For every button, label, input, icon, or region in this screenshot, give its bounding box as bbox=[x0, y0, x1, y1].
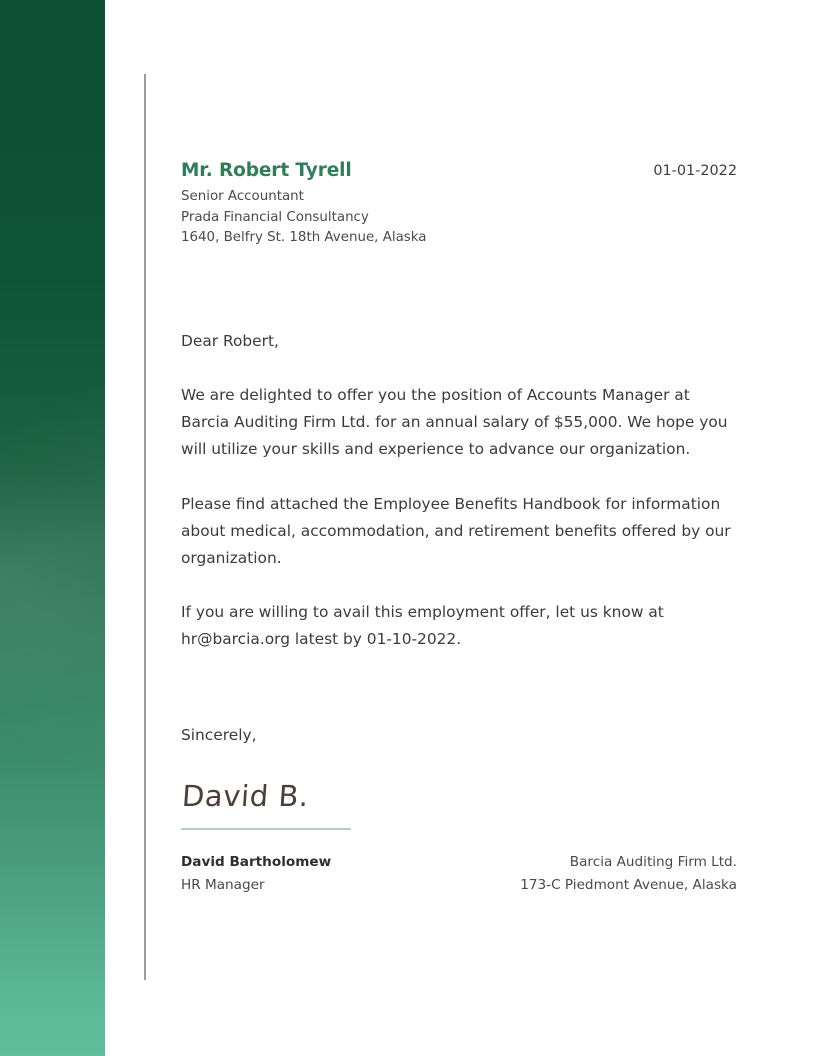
body-paragraph-3: If you are willing to avail this employment offer, let us know at hr@barcia.org latest by 01-10-2022. bbox=[181, 603, 664, 649]
letter-body bbox=[181, 328, 741, 654]
recipient-title: Senior Accountant bbox=[181, 189, 304, 205]
handwritten-signature: David B. bbox=[180, 779, 311, 813]
body-paragraph-2: Please find attached the Employee Benefits Handbook for information about medical, accommodation, and retirement benefits offered by our organization. bbox=[181, 494, 731, 568]
salutation: Dear Robert, bbox=[181, 332, 279, 350]
company-name: Barcia Auditing Firm Ltd. bbox=[569, 854, 737, 870]
recipient-name: Mr. Robert Tyrell bbox=[181, 160, 352, 181]
closing-word: Sincerely, bbox=[181, 726, 257, 744]
body-paragraph-1: We are delighted to offer you the position of Accounts Manager at Barcia Auditing Firm Ltd. for an annual salary of $55,000. We hope you will utilize your skills and experience to advance our organization. bbox=[181, 386, 728, 459]
closing-block bbox=[181, 722, 737, 830]
letter-date: 01-01-2022 bbox=[653, 163, 737, 179]
letter-header bbox=[181, 160, 737, 248]
letter-footer bbox=[181, 851, 737, 897]
recipient-address: 1640, Belfry St. 18th Avenue, Alaska bbox=[181, 230, 427, 245]
decorative-gradient-band bbox=[0, 0, 105, 1056]
sender-title: HR Manager bbox=[181, 877, 265, 893]
signature-underline bbox=[181, 828, 351, 830]
gradient-sheen-overlay bbox=[0, 0, 105, 1056]
footer-company-block bbox=[520, 851, 737, 897]
footer-sender-block bbox=[181, 851, 331, 897]
sender-name: David Bartholomew bbox=[181, 854, 332, 870]
company-address: 173-C Piedmont Avenue, Alaska bbox=[520, 877, 737, 893]
vertical-divider-rule bbox=[144, 74, 146, 980]
recipient-company: Prada Financial Consultancy bbox=[181, 209, 369, 225]
